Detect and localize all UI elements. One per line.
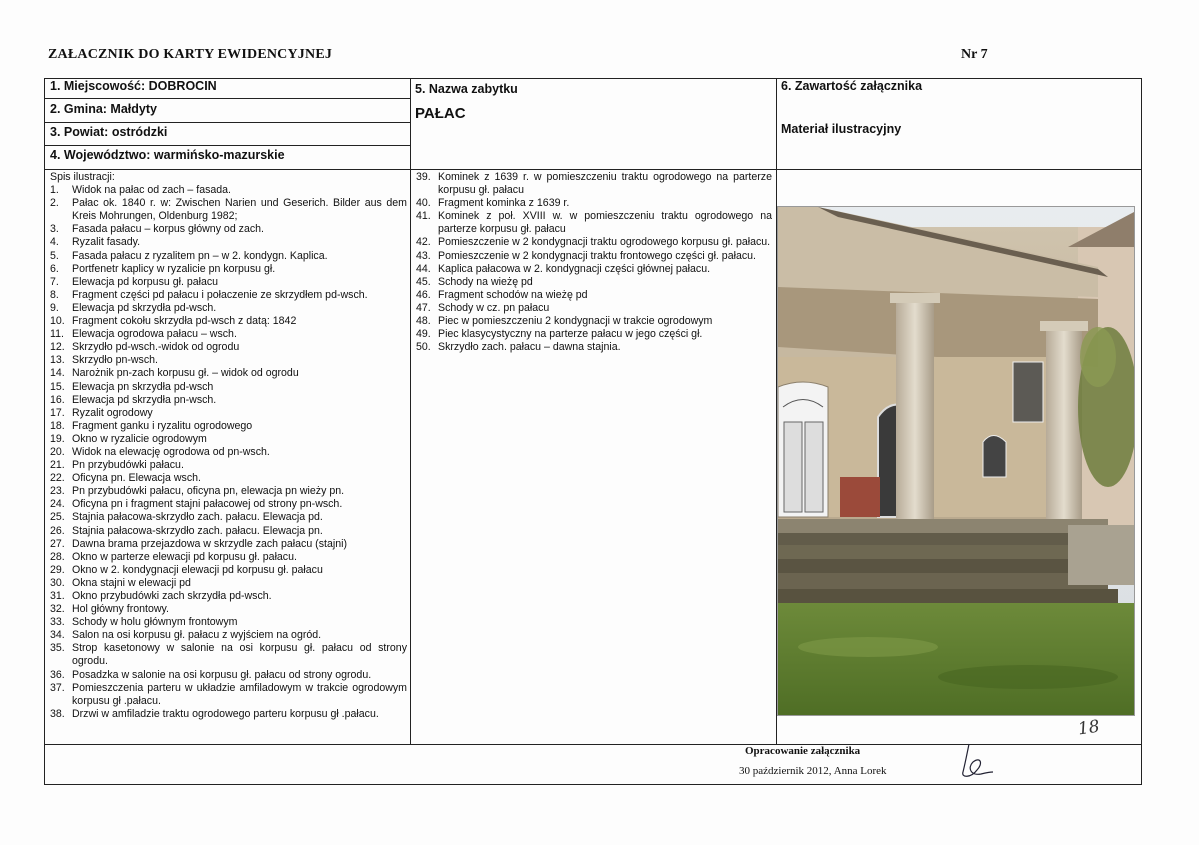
list-item (50, 511, 407, 524)
field-powiat: 3. Powiat: ostródzki (50, 125, 168, 139)
list-item-number: 28. (50, 550, 65, 563)
list-item-number: 18. (50, 419, 65, 432)
list-item-number: 21. (50, 459, 65, 472)
list-item (50, 341, 407, 354)
list-item-number: 8. (50, 288, 59, 301)
list-item (416, 341, 772, 354)
list-item-number: 11. (50, 328, 64, 341)
list-item (50, 302, 407, 315)
list-item-text: Fasada pałacu z ryzalitem pn – w 2. kondygn. Kaplica. (72, 249, 328, 262)
field-wojewodztwo: 4. Województwo: warmińsko-mazurskie (50, 148, 285, 162)
list-item-text: Widok na pałac od zach – fasada. (72, 184, 232, 197)
list-item (50, 223, 407, 236)
list-item (50, 708, 407, 721)
list-item (416, 197, 772, 210)
list-item-text: Okno w 2. kondygnacji elewacji pd korpusu gł. pałacu (72, 563, 323, 576)
list-item-text: Schody w holu głównym frontowym (72, 616, 238, 629)
attachment-number: Nr 7 (961, 47, 988, 62)
field-nazwa-value: PAŁAC (415, 105, 466, 122)
list-item (50, 498, 407, 511)
list-item-number: 4. (50, 236, 59, 249)
list-item-number: 47. (416, 301, 431, 314)
list-item (50, 616, 407, 629)
list-item (50, 381, 407, 394)
list-item (50, 603, 407, 616)
list-item (416, 302, 772, 315)
list-item-number: 9. (50, 301, 59, 314)
document-title: ZAŁACZNIK DO KARTY EWIDENCYJNEJ (48, 47, 333, 62)
list-heading: Spis ilustracji: (50, 171, 115, 183)
signature-mark (955, 742, 995, 780)
list-item (416, 289, 772, 302)
list-item (416, 171, 772, 197)
list-item (50, 250, 407, 263)
list-item-number: 13. (50, 354, 65, 367)
list-item-number: 35. (50, 642, 65, 655)
list-item (50, 315, 407, 328)
list-item (50, 682, 407, 708)
list-item-number: 7. (50, 275, 59, 288)
list-item-number: 29. (50, 563, 65, 576)
list-item-text: Oficyna pn. Elewacja wsch. (72, 472, 201, 485)
list-item (50, 328, 407, 341)
footer-date-author: 30 październik 2012, Anna Lorek (739, 765, 887, 777)
list-item-text: Drzwi w amfiladzie traktu ogrodowego parteru korpusu gł .pałacu. (72, 707, 379, 720)
list-item-text: Fragment kominka z 1639 r. (438, 197, 570, 210)
list-item-number: 30. (50, 576, 65, 589)
list-item-text: Posadzka w salonie na osi korpusu gł. pałacu od strony ogrodu. (72, 668, 372, 681)
list-item-number: 23. (50, 485, 65, 498)
list-item (50, 354, 407, 367)
list-item-text: Skrzydło pd-wsch.-widok od ogrodu (72, 341, 240, 354)
divider-col-1 (410, 78, 411, 745)
list-item-text: Fragment cokołu skrzydła pd-wsch z datą: 1842 (72, 315, 297, 328)
list-item (50, 263, 407, 276)
divider-row-1 (44, 98, 410, 99)
list-item (416, 276, 772, 289)
list-item-text: Okno przybudówki zach skrzydła pd-wsch. (72, 590, 272, 602)
footer-title: Opracowanie załącznika (745, 745, 861, 757)
divider-row-2 (44, 122, 410, 123)
list-item (416, 236, 772, 249)
list-item-number: 42. (416, 236, 431, 249)
list-item-text: Dawna brama przejazdowa w skrzydle zach pałacu (stajni) (72, 537, 347, 550)
list-item (416, 315, 772, 328)
palace-portico-image (778, 207, 1134, 715)
list-item (50, 525, 407, 538)
list-item (50, 642, 407, 668)
list-item-number: 44. (416, 262, 431, 275)
list-item (416, 263, 772, 276)
list-item-number: 2. (50, 197, 59, 210)
list-item-number: 14. (50, 367, 65, 380)
list-item (50, 577, 407, 590)
list-item-number: 45. (416, 275, 431, 288)
list-item-text: Pałac ok. 1840 r. w: Zwischen Narien und Geserich. Bilder aus dem Kreis Mohrungen, Oldenburg 1982; (72, 197, 407, 223)
handwritten-page-number: 18 (1076, 716, 1101, 740)
list-item-number: 25. (50, 511, 65, 524)
divider-row-4 (44, 169, 1142, 170)
list-item-number: 34. (50, 629, 65, 642)
list-item (50, 485, 407, 498)
list-item-text: Portfenetr kaplicy w ryzalicie pn korpusu gł. (72, 262, 276, 275)
list-item (50, 236, 407, 249)
list-item-text: Skrzydło zach. pałacu – dawna stajnia. (438, 341, 621, 354)
list-item-text: Elewacja pd korpusu gł. pałacu (72, 275, 219, 288)
list-item-number: 6. (50, 262, 59, 275)
list-item-number: 40. (416, 197, 431, 210)
list-item-number: 46. (416, 288, 431, 301)
list-item (50, 590, 407, 603)
field-nazwa-label: 5. Nazwa zabytku (415, 82, 518, 96)
list-item-number: 15. (50, 380, 65, 393)
list-item-number: 36. (50, 668, 65, 681)
list-item-text: Piec w pomieszczeniu 2 kondygnacji w trakcie ogrodowym (438, 315, 713, 328)
list-item-text: Fragment ganku i ryzalitu ogrodowego (72, 419, 253, 432)
list-item-text: Elewacja pd skrzydła pn-wsch. (72, 393, 217, 406)
list-item (50, 669, 407, 682)
list-item-number: 17. (50, 406, 65, 419)
list-item (50, 394, 407, 407)
list-item-text: Skrzydło pn-wsch. (72, 354, 158, 367)
list-item-number: 16. (50, 393, 65, 406)
list-item-text: Elewacja ogrodowa pałacu – wsch. (72, 328, 237, 341)
list-item-number: 50. (416, 341, 431, 354)
list-item-number: 27. (50, 537, 65, 550)
list-item-number: 38. (50, 707, 65, 720)
list-item (50, 551, 407, 564)
list-item-text: Elewacja pn skrzydła pd-wsch (72, 380, 214, 393)
list-item-number: 41. (416, 210, 431, 223)
list-item-number: 3. (50, 223, 59, 236)
list-item-text: Widok na elewację ogrodowa od pn-wsch. (72, 445, 270, 458)
list-item-text: Salon na osi korpusu gł. pałacu z wyjściem na ogród. (72, 629, 322, 642)
list-item-text: Stajnia pałacowa-skrzydło zach. pałacu. Elewacja pd. (72, 511, 323, 524)
list-item-number: 1. (50, 184, 59, 197)
list-item-text: Pn przybudówki pałacu. (72, 459, 184, 472)
list-item-text: Piec klasycystyczny na parterze pałacu w jego części gł. (438, 328, 703, 341)
list-item (50, 433, 407, 446)
field-zawartosc-value: Materiał ilustracyjny (781, 122, 902, 136)
list-item-number: 26. (50, 524, 65, 537)
list-item (416, 328, 772, 341)
list-item-text: Schody na wieżę pd (438, 275, 533, 288)
list-item-text: Kominek z 1639 r. w pomieszczeniu traktu ogrodowego na parterze korpusu gł. pałacu (438, 171, 772, 197)
list-item-text: Pomieszczenie w 2 kondygnacji traktu frontowego części gł. pałacu. (438, 249, 756, 262)
list-item-text: Pomieszczenia parteru w układzie amfiladowym w trakcie ogrodowym korpusu gł .pałacu. (72, 681, 407, 707)
list-item (50, 407, 407, 420)
field-gmina: 2. Gmina: Małdyty (50, 102, 157, 116)
list-item-text: Ryzalit ogrodowy (72, 406, 153, 419)
list-item-number: 43. (416, 249, 431, 262)
field-zawartosc-label: 6. Zawartość załącznika (781, 79, 923, 93)
list-item (50, 629, 407, 642)
list-item-number: 10. (50, 315, 65, 328)
list-item-number: 49. (416, 328, 431, 341)
list-item-text: Pomieszczenie w 2 kondygnacji traktu ogrodowego korpusu gł. pałacu. (438, 236, 771, 249)
list-item-number: 19. (50, 432, 65, 445)
list-item (50, 459, 407, 472)
list-item-text: Stajnia pałacowa-skrzydło zach. pałacu. Elewacja pn. (72, 524, 323, 537)
list-item (416, 210, 772, 236)
divider-row-3 (44, 145, 410, 146)
list-item-text: Hol główny frontowy. (72, 603, 169, 616)
list-item (50, 184, 407, 197)
list-item (50, 446, 407, 459)
list-item-text: Kaplica pałacowa w 2. kondygnacji części głównej pałacu. (438, 262, 711, 275)
list-item-text: Pn przybudówki pałacu, oficyna pn, elewacja pn wieży pn. (72, 485, 345, 498)
list-item-text: Kominek z poł. XVIII w. w pomieszczeniu traktu ogrodowego na parterze korpusu gł. pałacu (438, 210, 772, 236)
list-item-text: Fasada pałacu – korpus główny od zach. (72, 223, 264, 236)
list-item-number: 39. (416, 171, 431, 183)
list-item-text: Okno w ryzalicie ogrodowym (72, 432, 207, 445)
list-item-number: 5. (50, 249, 59, 262)
list-item (50, 538, 407, 551)
list-item-text: Oficyna pn i fragment stajni pałacowej od strony pn-wsch. (72, 498, 343, 511)
palace-photo (777, 206, 1135, 716)
list-item-number: 22. (50, 472, 65, 485)
list-item (50, 564, 407, 577)
list-item-text: Okna stajni w elewacji pd (72, 576, 191, 589)
list-item-number: 32. (50, 603, 65, 616)
list-item-text: Schody w cz. pn pałacu (438, 301, 550, 314)
list-item (50, 197, 407, 223)
field-miejscowosc: 1. Miejscowość: DOBROCIN (50, 79, 217, 93)
list-item-number: 31. (50, 590, 65, 602)
list-item (50, 420, 407, 433)
illustration-list-right (416, 171, 772, 354)
list-item-text: Elewacja pd skrzydła pd-wsch. (72, 301, 217, 314)
list-item-number: 33. (50, 616, 65, 629)
list-item (50, 367, 407, 380)
list-item-text: Fragment części pd pałacu i połaczenie ze skrzydłem pd-wsch. (72, 288, 368, 301)
list-item-text: Okno w parterze elewacji pd korpusu gł. pałacu. (72, 550, 297, 563)
list-item-number: 24. (50, 498, 65, 511)
list-item-text: Narożnik pn-zach korpusu gł. – widok od ogrodu (72, 367, 299, 380)
list-item (50, 472, 407, 485)
list-item-text: Strop kasetonowy w salonie na osi korpusu gł. pałacu od strony ogrodu. (72, 642, 407, 668)
list-item-text: Ryzalit fasady. (72, 236, 141, 249)
list-item (50, 289, 407, 302)
illustration-list-left (50, 171, 407, 721)
list-item-number: 48. (416, 315, 431, 328)
list-item-number: 20. (50, 445, 65, 458)
list-item (416, 250, 772, 263)
list-item (50, 276, 407, 289)
list-item-number: 37. (50, 681, 65, 694)
list-item-text: Fragment schodów na wieżę pd (438, 288, 588, 301)
list-item-number: 12. (50, 341, 65, 354)
